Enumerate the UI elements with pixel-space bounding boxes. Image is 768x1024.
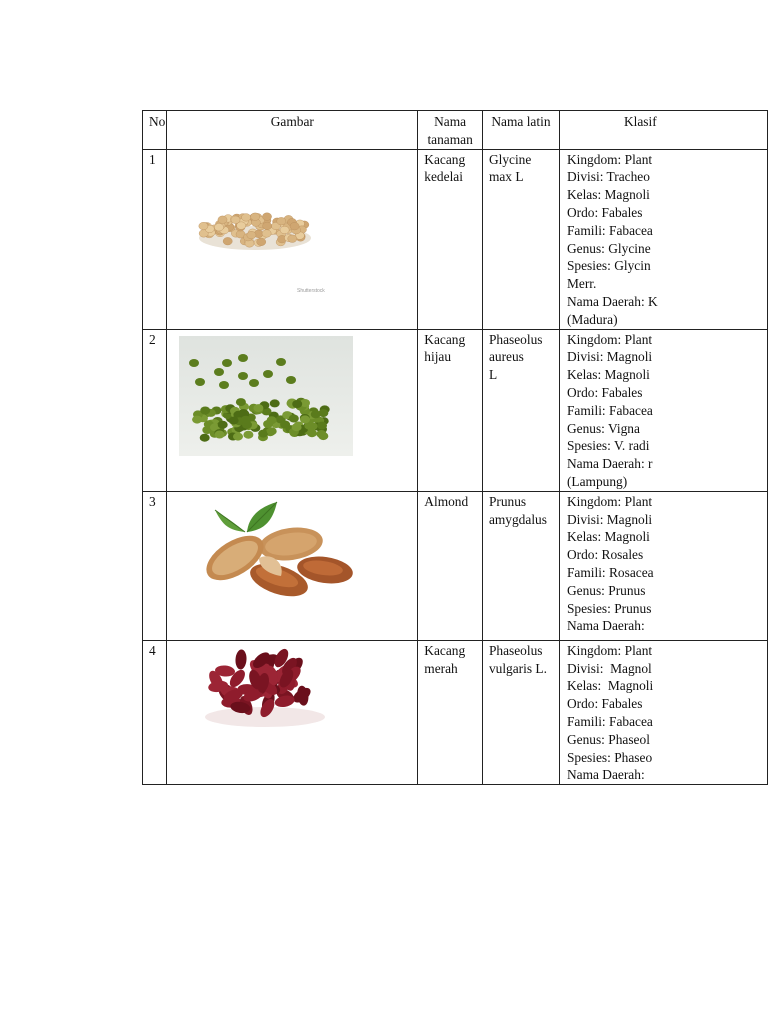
soybean-image <box>167 150 417 328</box>
klasifikasi: Kingdom: Plant Divisi: Magnoli Kelas: Magnoli Ordo: Rosales Famili: Rosacea Genus: Prunus Spesies: Prunus Nama Daerah: <box>566 493 654 634</box>
row-number: 3 <box>149 493 156 509</box>
klasifikasi: Kingdom: Plant Divisi: Magnol Kelas: Magnoli Ordo: Fabales Famili: Fabacea Genus: Phaseol Spesies: Phaseo Nama Daerah: <box>566 642 654 783</box>
header-nama-latin: Nama latin <box>482 111 559 150</box>
image-caption: Shutterstock <box>297 287 326 294</box>
mung-beans-icon <box>167 330 417 490</box>
nama-tanaman: Kacang merah <box>424 642 469 676</box>
header-nama-tanaman: Nama tanaman <box>418 111 483 150</box>
soybean-pile-icon <box>167 150 417 328</box>
row-number: 1 <box>149 151 156 167</box>
table-header-row <box>143 111 768 150</box>
nama-tanaman: Kacang hijau <box>424 331 469 365</box>
nama-latin: Phaseolus vulgaris L. <box>488 642 547 676</box>
almonds-image <box>167 492 417 640</box>
nama-latin: Phaseolus aureus L <box>488 331 543 383</box>
plant-classification-table <box>142 110 768 785</box>
nama-tanaman: Kacang kedelai <box>424 151 469 185</box>
nama-latin: Glycine max L <box>488 151 535 185</box>
row-number: 4 <box>149 642 156 658</box>
nama-latin: Prunus amygdalus <box>488 493 547 527</box>
kidney-beans-image <box>167 641 417 783</box>
header-klasifikasi: Klasif <box>559 111 767 150</box>
almonds-icon <box>167 492 417 640</box>
table-row <box>143 491 768 640</box>
kidney-beans-icon <box>167 641 417 783</box>
table-row <box>143 640 768 784</box>
table-row <box>143 149 768 329</box>
mung-beans-image <box>167 330 417 490</box>
header-no: No <box>143 111 167 150</box>
nama-tanaman: Almond <box>424 493 469 509</box>
klasifikasi: Kingdom: Plant Divisi: Magnoli Kelas: Magnoli Ordo: Fabales Famili: Fabacea Genus: Vigna Spesies: V. radi Nama Daerah: r (Lampung) <box>566 331 653 489</box>
table-row <box>143 329 768 491</box>
row-number: 2 <box>149 331 156 347</box>
header-gambar: Gambar <box>167 111 418 150</box>
klasifikasi: Kingdom: Plant Divisi: Tracheo Kelas: Magnoli Ordo: Fabales Famili: Fabacea Genus: Glycine Spesies: Glycin Merr. Nama Daerah: K (Madura) <box>566 151 658 327</box>
